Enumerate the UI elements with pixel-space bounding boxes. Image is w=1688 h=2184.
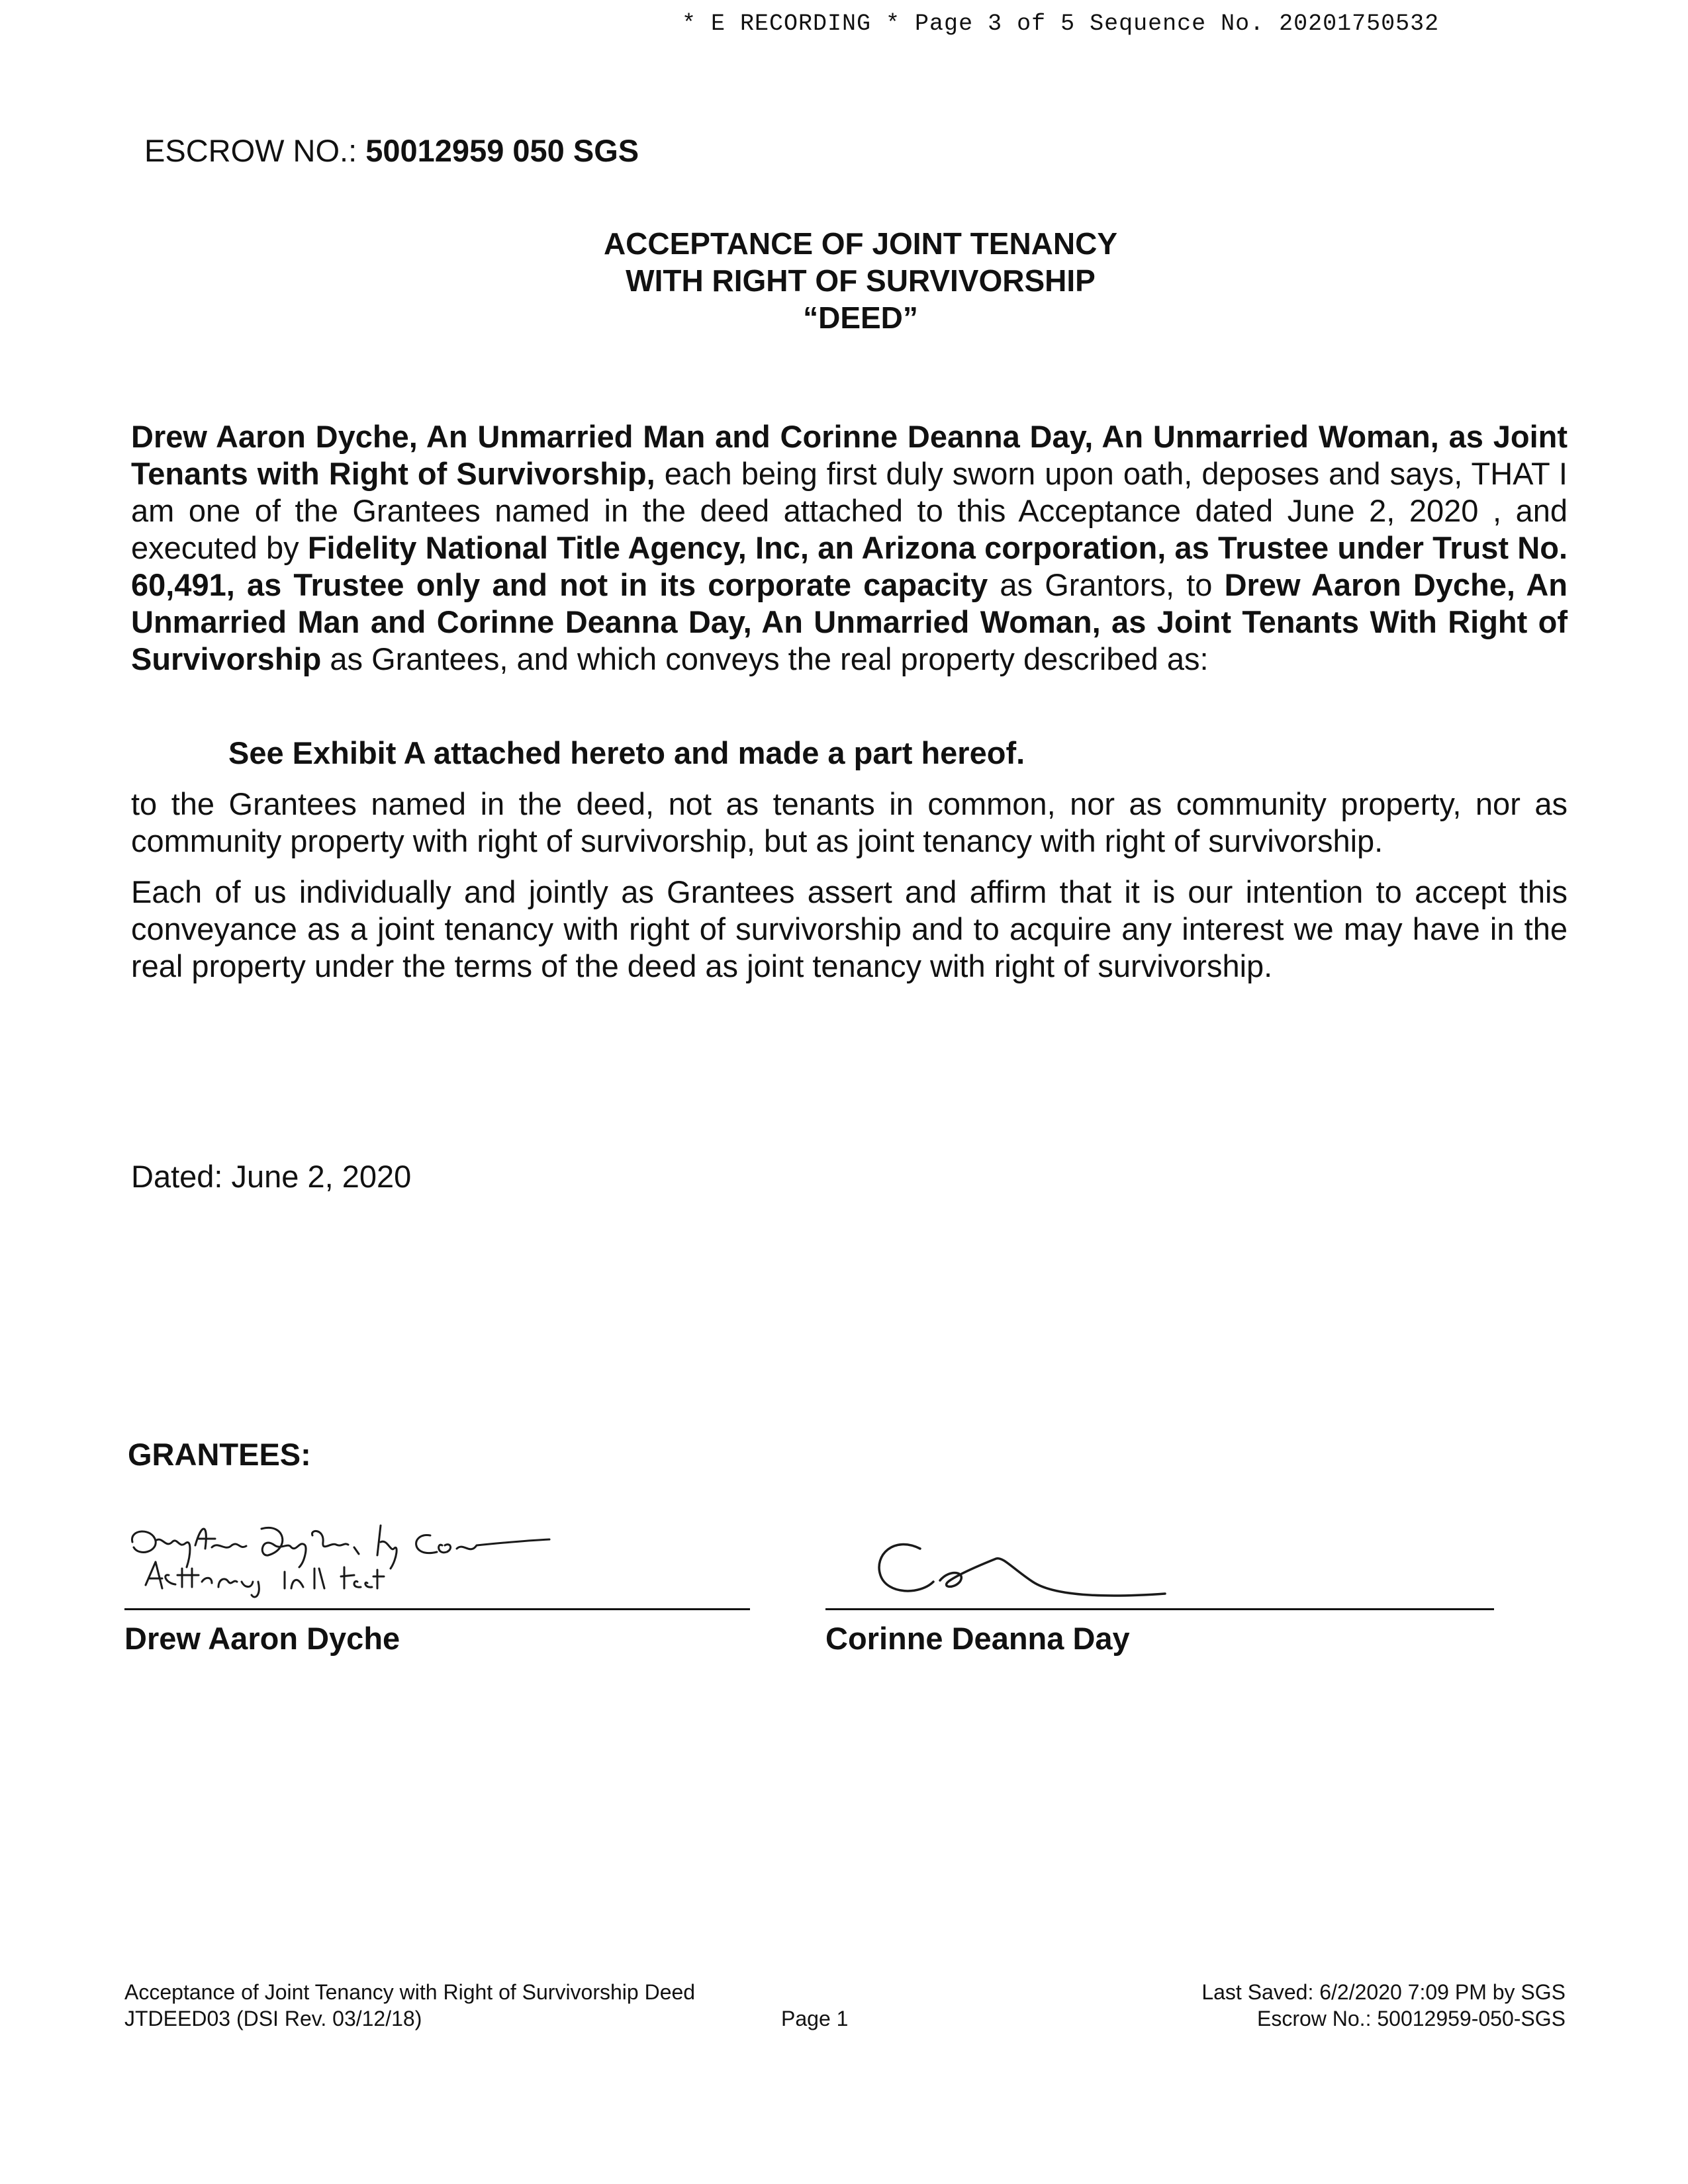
- document-title: [397, 225, 1324, 336]
- exhibit-reference: See Exhibit A attached hereto and made a part hereof.: [228, 735, 1025, 770]
- grantors-text: as Grantors, to: [988, 567, 1225, 602]
- footer-document-info: [124, 1979, 695, 2032]
- footer-form-title: Acceptance of Joint Tenancy with Right of Survivorship Deed: [124, 1980, 696, 2004]
- grantor-name-bold: Fidelity National Title Agency, Inc, an Arizona corporation, as Trustee under Trust No. 60,491, as Trustee only and not in its corporate capacity: [131, 530, 1568, 602]
- footer-escrow-number: Escrow No.: 50012959-050-SGS: [1256, 2007, 1566, 2030]
- dated-line: Dated: June 2, 2020: [131, 1159, 412, 1194]
- footer-last-saved: Last Saved: 6/2/2020 7:09 PM by SGS: [1201, 1980, 1566, 2004]
- recording-stamp: * E RECORDING * Page 3 of 5 Sequence No. 20201750532: [682, 11, 1440, 37]
- grantee-names-bold-2: Drew Aaron Dyche, An Unmarried Man and Corinne Deanna Day, An Unmarried Woman, as Joint Tenants With Right of Survivorship: [131, 567, 1568, 676]
- affirmation-paragraph: Each of us individually and jointly as Grantees assert and affirm that it is our intention to accept this conveyance as a joint tenancy with right of survivorship and to acquire any interest we may have in the real property under the terms of the deed as joint tenancy with right of survivorship.: [131, 874, 1568, 983]
- signature-line-1: [124, 1608, 750, 1610]
- acceptance-paragraph: [131, 418, 1568, 678]
- escrow-number: 50012959 050 SGS: [365, 133, 639, 168]
- signature-drew-aaron-dyche: [126, 1516, 655, 1621]
- grantees-heading: GRANTEES:: [128, 1437, 311, 1472]
- title-line-1: ACCEPTANCE OF JOINT TENANCY: [603, 226, 1118, 261]
- grantee-names-bold: Drew Aaron Dyche, An Unmarried Man and Corinne Deanna Day, An Unmarried Woman, as Joint Tenants with Right of Survivorship,: [131, 419, 1568, 491]
- signer-1-name: Drew Aaron Dyche: [124, 1621, 400, 1656]
- title-line-3: “DEED”: [803, 300, 918, 335]
- footer-form-code: JTDEED03 (DSI Rev. 03/12/18): [124, 2007, 422, 2030]
- signature-line-2: [825, 1608, 1494, 1610]
- tenancy-paragraph: to the Grantees named in the deed, not as tenants in common, nor as community property, nor as community property with right of survivorship, but as joint tenancy with right of survivorship.: [131, 786, 1568, 858]
- escrow-label: ESCROW NO.:: [144, 133, 366, 168]
- title-line-2: WITH RIGHT OF SURVIVORSHIP: [626, 263, 1096, 298]
- signer-2-name: Corinne Deanna Day: [825, 1621, 1130, 1656]
- conveys-text: as Grantees, and which conveys the real property described as:: [321, 641, 1209, 676]
- footer-page-number: Page 1: [781, 2007, 849, 2030]
- signature-corinne-deanna-day: [861, 1529, 1192, 1615]
- footer-save-info: [1201, 1979, 1566, 2032]
- escrow-number-line: [144, 132, 639, 169]
- oath-text: each being first duly sworn upon oath, deposes and says, THAT I am one of the Grantees named in the deed attached to this Acceptance dated June 2, 2020 , and executed by: [131, 456, 1568, 565]
